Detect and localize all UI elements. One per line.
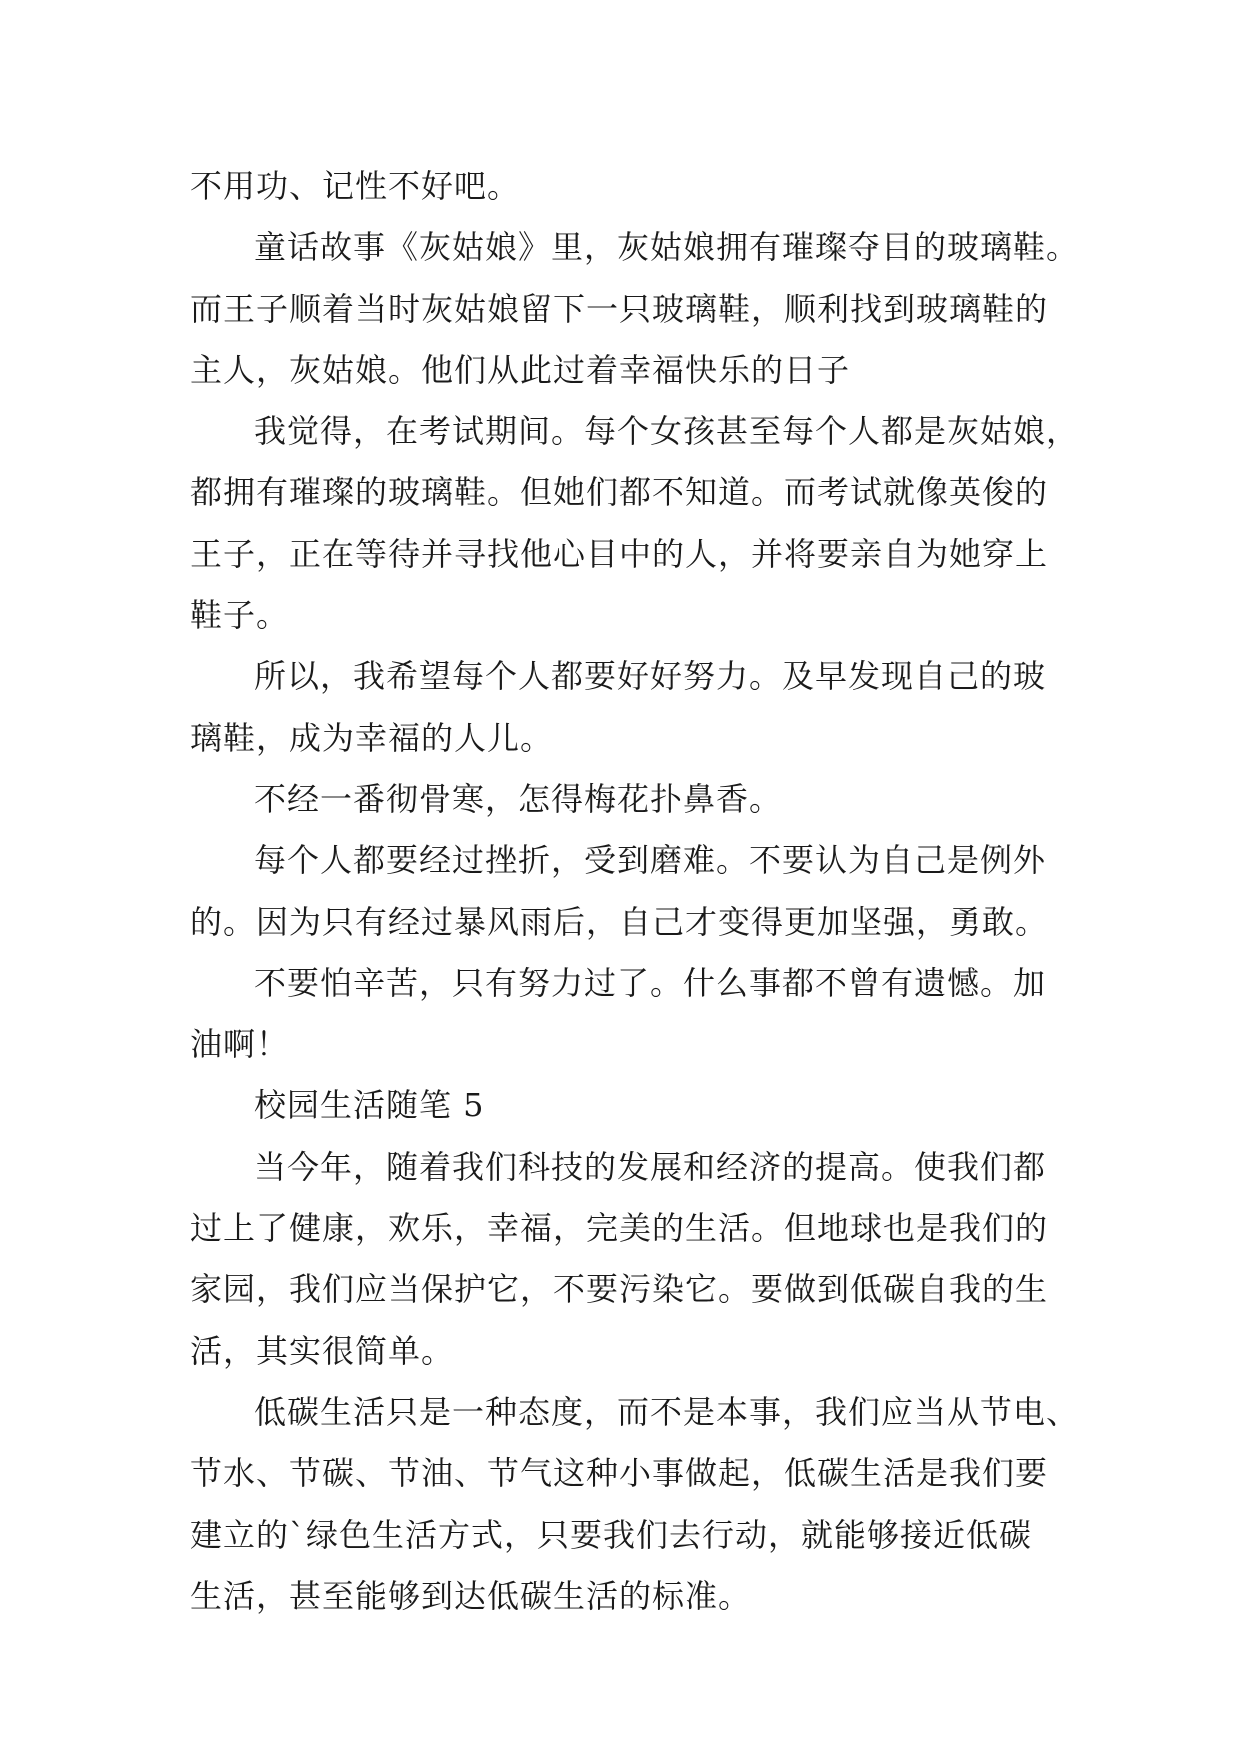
text-line: 当今年，随着我们科技的发展和经济的提高。使我们都 [254,1147,1047,1186]
text-line: 我觉得，在考试期间。每个女孩甚至每个人都是灰姑娘， [254,412,1080,451]
text-line: 王子，正在等待并寻找他心目中的人，并将要亲自为她穿上 [190,534,1049,573]
text-line: 过上了健康，欢乐，幸福，完美的生活。但地球也是我们的 [190,1209,1049,1248]
text-line: 璃鞋，成为幸福的人儿。 [190,718,554,757]
text-line: 不要怕辛苦，只有努力过了。什么事都不曾有遗憾。加 [254,963,1047,1002]
text-line: 而王子顺着当时灰姑娘留下一只玻璃鞋，顺利找到玻璃鞋的 [190,289,1049,328]
section-heading: 校园生活随笔 5 [254,1086,485,1125]
text-line: 的。因为只有经过暴风雨后，自己才变得更加坚强，勇敢。 [190,902,1049,941]
text-line: 油啊！ [190,1025,290,1064]
text-line: 家园，我们应当保护它，不要污染它。要做到低碳自我的生 [190,1270,1049,1309]
body-text [190,156,1080,1627]
text-line: 建立的`绿色生活方式，只要我们去行动，就能够接近低碳 [190,1515,1033,1554]
text-line: 低碳生活只是一种态度，而不是本事，我们应当从节电、 [254,1392,1080,1431]
text-line: 节水、节碳、节油、节气这种小事做起，低碳生活是我们要 [190,1454,1049,1493]
text-line: 主人，灰姑娘。他们从此过着幸福快乐的日子 [190,350,851,389]
text-line: 鞋子。 [190,596,290,635]
text-line: 童话故事《灰姑娘》里，灰姑娘拥有璀璨夺目的玻璃鞋。 [254,228,1080,267]
text-line: 生活，甚至能够到达低碳生活的标准。 [190,1576,752,1615]
text-line: 所以，我希望每个人都要好好努力。及早发现自己的玻 [254,657,1047,696]
text-line: 活，其实很简单。 [190,1331,455,1370]
text-line: 不用功、记性不好吧。 [190,167,521,205]
text-line: 都拥有璀璨的玻璃鞋。但她们都不知道。而考试就像英俊的 [190,473,1049,512]
text-line: 不经一番彻骨寒，怎得梅花扑鼻香。 [254,779,783,818]
text-line: 每个人都要经过挫折，受到磨难。不要认为自己是例外 [254,841,1047,880]
